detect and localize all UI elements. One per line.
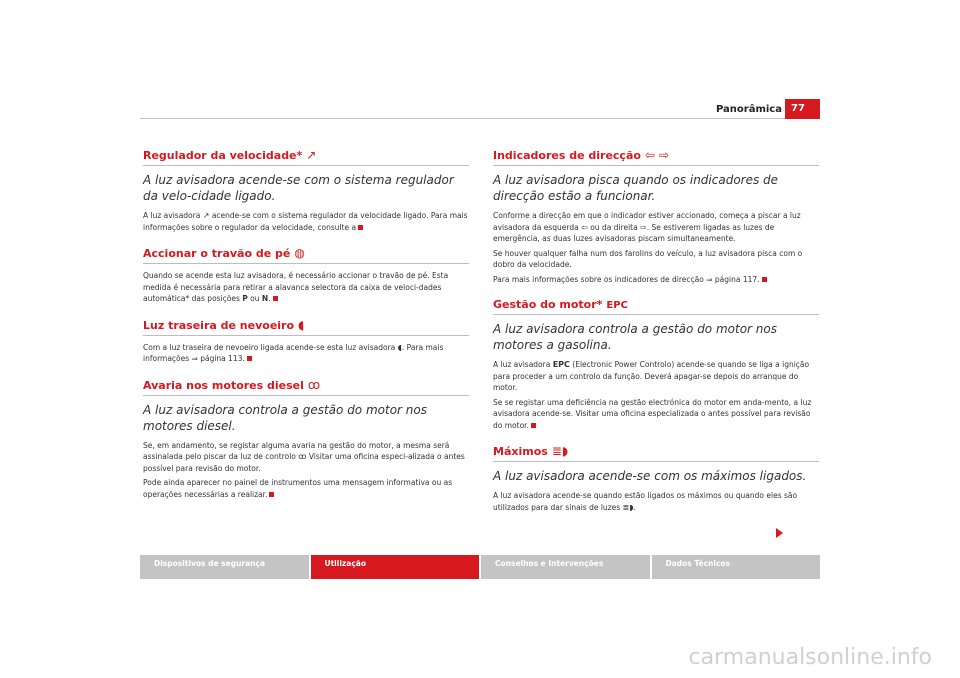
section-title-engine-management [493, 298, 819, 315]
turn-left-icon: ⇦ [644, 148, 655, 162]
lead-text: A luz avisadora acende-se com os máximos ligados. [493, 469, 807, 483]
text-span: A luz avisadora [143, 211, 201, 220]
section-title-turn-signals [493, 148, 819, 166]
gear-position-p: P [242, 294, 248, 303]
cruise-control-icon: ↗ [202, 211, 210, 220]
text-span: (Electronic Power Controlo) acende-se quando se liga a ignição para proceder a um controlo da função. Deverá apagar-se depois do arranque do motor. [493, 360, 810, 392]
left-column [143, 148, 469, 503]
gear-position-n: N [261, 294, 269, 303]
body-paragraph [143, 440, 469, 475]
glow-plug-icon: ꝏ [307, 377, 321, 392]
next-page-arrow-icon[interactable] [776, 528, 783, 538]
end-mark [273, 296, 278, 301]
glow-plug-icon: ꝏ [298, 452, 307, 461]
right-column [493, 148, 819, 516]
end-mark [762, 277, 767, 282]
body-paragraph [493, 490, 819, 513]
body-paragraph [493, 397, 819, 432]
text-span: Se se registar uma deficiência na gestão electrónica do motor em anda-mento, a luz avisadora acende-se. Visitar uma oficina especializada o antes possível para revisão do motor. [493, 397, 812, 430]
tab-conselhos-e-intervencoes[interactable]: Conselhos e Intervenções [481, 555, 650, 579]
text-span: ou da direita [590, 222, 638, 232]
text-span: . Para mais informações [143, 342, 444, 363]
end-mark [247, 356, 252, 361]
foot-brake-icon: ◍ [294, 246, 305, 260]
section-title-rear-fog [143, 318, 469, 336]
body-paragraph: Quando se acende esta luz avisadora, é necessário accionar o travão de pé. Esta medida é necessária para retirar a alavanca selectora da caixa de veloci-dades automática* das posições P ou N. [143, 271, 449, 303]
turn-right-icon: ⇨ [658, 148, 670, 162]
body-paragraph [143, 477, 469, 500]
watermark: carmanualsonline.info [688, 645, 932, 670]
section-title-text: Luz traseira de nevoeiro [143, 318, 295, 332]
page-number: 77 [785, 99, 820, 119]
body-paragraph [143, 210, 469, 233]
section-title-text: Regulador da velocidade* [143, 149, 303, 162]
cruise-control-icon: ↗ [306, 148, 317, 162]
end-mark [531, 423, 536, 428]
header-rule [140, 118, 820, 119]
body-paragraph [493, 274, 819, 286]
turn-right-icon: ⇨ [640, 222, 647, 232]
text-span: Visitar uma oficina especi-alizada o antes possível para revisão do motor. [143, 452, 465, 473]
lead-text: A luz avisadora controla a gestão do motor nos motores a gasolina. [493, 322, 777, 352]
rear-fog-light-icon: ◖ [298, 317, 305, 332]
high-beam-icon: ≣◗ [551, 444, 569, 458]
body-paragraph [143, 342, 469, 365]
section-title-text: Accionar o travão de pé [143, 247, 291, 260]
section-title-text: Indicadores de direcção [493, 149, 641, 162]
section-title-text: Avaria nos motores diesel [143, 378, 304, 392]
text-span: Se, em andamento, se registar alguma avaria na gestão do motor, a mesma será assinalada pelo piscar da luz de controlo [143, 440, 450, 461]
text-span: acende-se com o sistema regulador da velocidade ligado. Para mais informações sobre o regulador da velocidade, consulte a [143, 211, 468, 232]
section-title-foot-brake [143, 246, 469, 264]
text-span: Quando se acende esta luz avisadora, é necessário accionar o travão de pé. Esta medida é necessária para retirar a alavanca selectora da caixa de veloci-dades automática* das posições [143, 271, 449, 303]
high-beam-icon: ≣◗ [622, 502, 634, 512]
body-paragraph [493, 359, 819, 394]
text-span: Pode ainda aparecer no painel de instrumentos uma mensagem informativa ou as operações necessárias a realizar. [143, 478, 453, 499]
text-span: A luz avisadora [493, 360, 551, 369]
text-span: A luz avisadora acende-se quando estão ligados os máximos ou quando eles são utilizados para dar sinais de luzes [493, 491, 798, 512]
rear-fog-light-icon: ◖ [397, 342, 402, 352]
text-span: . Se estiverem ligadas as luzes de emergência, as duas luzes avisadoras piscam simultaneamente. [493, 222, 775, 243]
section-title-text: Gestão do motor* [493, 298, 603, 311]
section-title-cruise-control [143, 148, 469, 166]
end-mark [269, 492, 274, 497]
epc-icon: EPC [606, 300, 628, 311]
text-span: Para mais informações sobre os indicadores de direcção ⇒ página 117. [493, 274, 760, 284]
section-title-text: Máximos [493, 445, 548, 458]
running-title: Panorâmica [715, 104, 782, 115]
end-mark [358, 225, 363, 230]
body-paragraph: Se houver qualquer falha num dos farolins do veículo, a luz avisadora pisca com o dobro da velocidade. [493, 248, 803, 269]
lead-text: A luz avisadora controla a gestão do motor nos motores diesel. [143, 402, 427, 433]
section-title-diesel-fault [143, 378, 469, 396]
text-span: Com a luz traseira de nevoeiro ligada acende-se esta luz avisadora [143, 342, 396, 352]
text-span: ou [250, 294, 260, 303]
tab-utilizacao[interactable]: Utilização [311, 555, 480, 579]
epc-icon: EPC [552, 360, 570, 369]
lead-text: A luz avisadora acende-se com o sistema regulador da velo-cidade ligado. [143, 173, 454, 203]
tab-dispositivos-de-seguranca[interactable]: Dispositivos de segurança [140, 555, 309, 579]
body-paragraph [493, 210, 819, 245]
tab-dados-tecnicos[interactable]: Dados Técnicos [652, 555, 821, 579]
lead-text: A luz avisadora pisca quando os indicadores de direcção estão a funcionar. [493, 173, 779, 203]
page-reference[interactable]: ⇒ página 113. [191, 354, 245, 363]
footer-tabs [140, 555, 820, 579]
section-title-high-beam [493, 444, 819, 462]
text-span: . [633, 502, 636, 512]
turn-left-icon: ⇦ [581, 222, 588, 232]
text-span: Conforme a direcção em que o indicador estiver accionado, começa a piscar a luz avisadora da esquerda [493, 211, 801, 232]
